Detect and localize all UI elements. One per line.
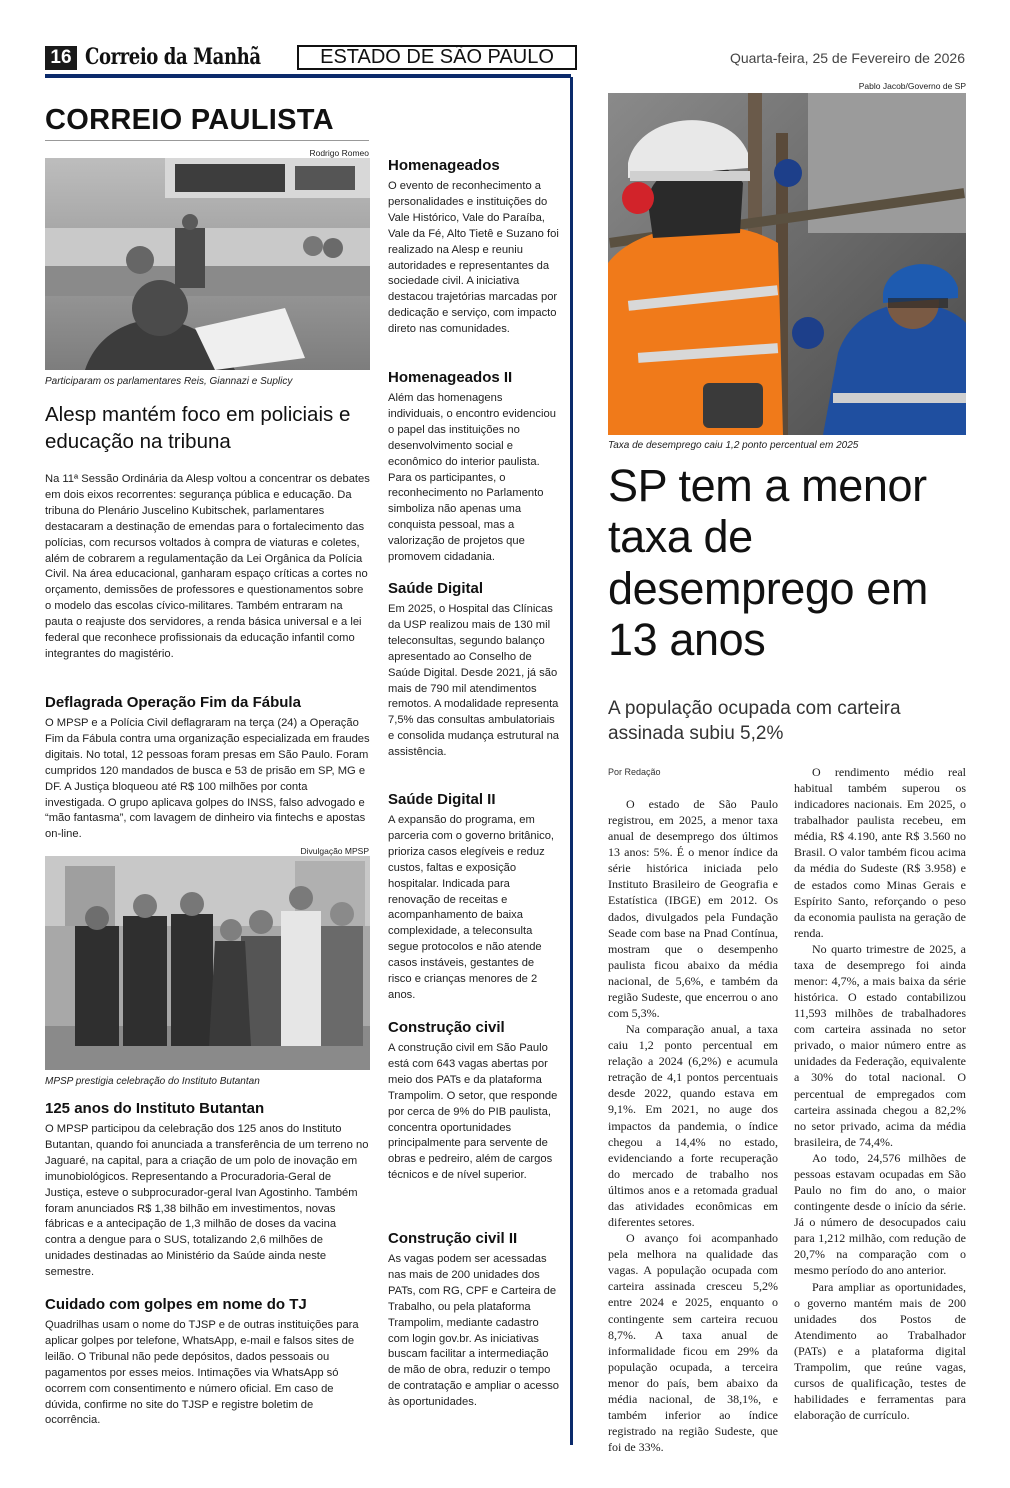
main-headline: SP tem a menor taxa de desemprego em 13 anos: [608, 460, 928, 665]
kicker-rule: [45, 140, 369, 141]
photo1-caption: Participaram os parlamentares Reis, Giannazi e Suplicy: [45, 376, 293, 387]
article-paragraph: O rendimento médio real habitual também superou os indicadores nacionais. Em 2025, o trabalhador paulista recebeu, em média, R$ 4.190, ante R$ 3.560 no Brasil. O valor também ficou acima da média do Sudeste (R$ 3.958) e de estados como Minas Gerais e Espírito Santo, reforçando o peso da economia paulista na geração de renda.: [794, 765, 966, 940]
alesp-plenary-photo: [45, 158, 370, 370]
brief-body: A construção civil em São Paulo está com 643 vagas abertas por meio dos PATs e da plataforma Trampolim. O setor, que responde por cerca de 9% do PIB paulista, concentra oportunidades principalmente para servente de obras e pedreiro, além de cargos técnicos e de nível superior.: [388, 1042, 558, 1182]
construction-workers-photo: [608, 93, 966, 435]
photo1-credit: Rodrigo Romeo: [309, 148, 369, 158]
article-paragraph: Na comparação anual, a taxa caiu 1,2 ponto percentual em relação a 2024 (6,2%) e acumula retração de 4,1 pontos percentuais desde 2022, quando estava em 9,1%. Em 2021, no auge dos impactos da pandemia, o índice chegou a 14,4% no estado, evidenciando a forte recuperação do mercado de trabalho nos últimos anos e a retomada gradual das atividades econômicas em diferentes setores.: [608, 1022, 778, 1230]
article-paragraph: No quarto trimestre de 2025, a taxa de desemprego foi ainda menor: 4,7%, a mais baixa da série histórica. O estado contabilizou 11,593 milhões de trabalhadores com carteira assinada no setor privado, o maior número entre as unidades da Federação, equivalente a 30% do total nacional. O percentual de empregados com carteira assinada chegou a 82,2% no setor privado, acima da média brasileira, de 74,4%.: [794, 941, 966, 1149]
brief-body: As vagas podem ser acessadas nas mais de 200 unidades dos PATs, com RG, CPF e Carteira de Trabalho, ou pela plataforma Trampolim, mediante cadastro com login gov.br. As iniciativas buscam facilitar a intermediação de mão de obra, reduzir o tempo de contratação e ampliar o acesso às oportunidades.: [388, 1253, 560, 1409]
article-column-2: [794, 764, 966, 1423]
tj-scam-headline: Cuidado com golpes em nome do TJ: [45, 1296, 307, 1313]
main-standfirst: A população ocupada com carteira assinada subiu 5,2%: [608, 698, 901, 744]
tj-scam-body: Quadrilhas usam o nome do TJSP e de outras instituições para aplicar golpes por telefone, WhatsApp, e-mail e falsos sites de leilão. O Tribunal não pede depósitos, dados pessoais ou pagamentos por esses meios. Intimações via WhatsApp só ocorrem com consentimento e número oficial. Em caso de dúvida, confirme no site do TJSP e registre boletim de ocorrência.: [45, 1319, 359, 1427]
brief-headline: Saúde Digital: [388, 580, 484, 597]
brief-headline: Construção civil II: [388, 1230, 518, 1247]
article-paragraph: Ao todo, 24,576 milhões de pessoas estavam ocupadas em São Paulo no fim do ano, o maior contingente desde o início da série. Já o número de desocupados caiu para 1,212 milhão, com redução de 20,7% na comparação com o mesmo período do ano anterior.: [794, 1150, 966, 1278]
article-paragraph: O estado de São Paulo registrou, em 2025, a menor taxa anual de desemprego dos últimos 13 anos: 5%. É o menor índice da série histórica iniciada pelo Instituto Brasileiro de Geografia e Estatística (IBGE) em 2012. Os dados, divulgados pela Fundação Seade com base na Pnad Contínua, mostram que o desempenho paulista ficou abaixo da média nacional, de 5,6%, e também da região Sudeste, que encerrou o ano com 5,3%.: [608, 797, 778, 1021]
masthead-rule-thin: [45, 77, 571, 78]
article-paragraph: O avanço foi acompanhado pela melhora na qualidade das vagas. A população ocupada com carteira assinada cresceu 5,2% entre 2024 e 2025, enquanto o contingente sem carteira recuou 8,7%. A taxa anual de informalidade ficou em 29% da população ocupada, a terceira menor do país, bem abaixo da média nacional, de 38,1%, e também inferior ao índice registrado na região Sudeste, que foi de 33%.: [608, 1231, 778, 1455]
operation-body: O MPSP e a Polícia Civil deflagraram na terça (24) a Operação Fim da Fábula contra uma organização especializada em fraudes digitais. No total, 12 pessoas foram presas em São Paulo. Foram cumpridos 120 mandados de busca e 53 de prisão em SP, MG e DF. A Justiça bloqueou até R$ 100 milhões por conta investigada. O grupo aplicava golpes do INSS, falso advogado e “mão fantasma”, com lavagem de dinheiro via fintechs e apostas on-line.: [45, 717, 370, 841]
masthead: [45, 42, 967, 72]
brief-body: A expansão do programa, em parceria com o governo britânico, prioriza casos elegíveis e reduz custos, faltas e exposição hospitalar. Indicada para renovação de receitas e acompanhamento de baixa complexidade, a teleconsulta segue protocolos e não atende casos instáveis, gestantes de risco e crianças menores de 2 anos.: [388, 814, 555, 1001]
brief-headline: Homenageados: [388, 157, 500, 174]
article-paragraph: Para ampliar as oportunidades, o governo mantém mais de 200 unidades dos Postos de Atendimento ao Trabalhador (PATs) e a plataforma digital Trampolim, que reúne vagas, cursos de qualificação, testes de habilidades e ferramentas para elaboração de currículo.: [794, 1279, 966, 1423]
main-byline: Por Redação: [608, 767, 661, 777]
brief-headline: Construção civil: [388, 1019, 505, 1036]
alesp-plenary-illustration: [45, 158, 370, 370]
photo2-caption: MPSP prestigia celebração do Instituto Butantan: [45, 1076, 260, 1087]
brief-body: Além das homenagens individuais, o encontro evidenciou o papel das instituições no desenvolvimento social e econômico do interior paulista. Para os participantes, o reconhecimento no Parlamento simboliza não apenas uma conquista pessoal, mas a valorização de projetos que promovem cidadania.: [388, 392, 556, 564]
issue-date: Quarta-feira, 25 de Fevereiro de 2026: [729, 50, 965, 66]
mpsp-group-photo: [45, 856, 370, 1070]
butantan-body: O MPSP participou da celebração dos 125 anos do Instituto Butantan, quando foi anunciada a transferência de um terreno no Jaguaré, na capital, para a criação de um polo de inovação em imunobiológicos. Representando a Procuradoria-Geral de Justiça, esteve o subprocurador-geral Ivan Agostinho. Também foram anunciados R$ 1,38 bilhão em investimentos, novas fábricas e a antecipação de 1,3 milhão de doses da vacina contra a dengue para o SUS, totalizando 2,6 milhões de unidades destinadas ao Ministério da Saúde ainda neste semestre.: [45, 1123, 369, 1279]
column-kicker: CORREIO PAULISTA: [45, 104, 334, 136]
butantan-headline: 125 anos do Instituto Butantan: [45, 1100, 265, 1117]
mpsp-group-illustration: [45, 856, 370, 1070]
page-number: 16: [45, 46, 77, 70]
main-photo-caption: Taxa de desemprego caiu 1,2 ponto percentual em 2025: [608, 440, 859, 451]
main-photo-credit: Pablo Jacob/Governo de SP: [858, 81, 966, 91]
construction-workers-illustration: [608, 93, 966, 435]
newspaper-logo: Correio da Manhã: [85, 44, 261, 70]
article-column-1: [608, 796, 778, 1455]
column-divider: [570, 77, 573, 1445]
alesp-headline: Alesp mantém foco em policiais e educação na tribuna: [45, 403, 351, 453]
brief-body: O evento de reconhecimento a personalidades e instituições do Vale Histórico, Vale do Paraíba, Vale da Fé, Alto Tietê e Suzano foi realizado na Alesp e reuniu autoridades e representantes da sociedade civil. A iniciativa destacou trajetórias marcadas por dedicação e serviço, com impacto direto nas comunidades.: [388, 180, 559, 336]
operation-headline: Deflagrada Operação Fim da Fábula: [45, 694, 301, 711]
alesp-body: Na 11ª Sessão Ordinária da Alesp voltou a concentrar os debates em dois eixos recorrentes: segurança pública e educação. Da tribuna do Plenário Juscelino Kubitschek, parlamentares destacaram a destinação de emendas para o fortalecimento das polícias, com recursos voltados à compra de viaturas e coletes, além de cobrarem a regulamentação da Lei Orgânica da Polícia Civil. Na área educacional, ganharam espaço críticas a cortes no orçamento, demissões de professores e questionamentos sobre o modelo das escolas cívico-militares. Também entraram na pauta o reajuste dos servidores, a renda básica universal e a lei federal que reconhece profissionais da educação infantil como integrantes do magistério.: [45, 473, 370, 660]
brief-body: Em 2025, o Hospital das Clínicas da USP realizou mais de 130 mil teleconsultas, segundo balanço apresentado ao Conselho de Saúde Digital. Desde 2021, já são mais de 790 mil atendimentos remotos. A modalidade representa 7,5% das consultas ambulatoriais e consolida mudança estrutural na assistência.: [388, 603, 560, 759]
brief-headline: Homenageados II: [388, 369, 513, 386]
section-title: ESTADO DE SÃO PAULO: [297, 45, 577, 70]
photo2-credit: Divulgação MPSP: [300, 846, 369, 856]
brief-headline: Saúde Digital II: [388, 791, 496, 808]
